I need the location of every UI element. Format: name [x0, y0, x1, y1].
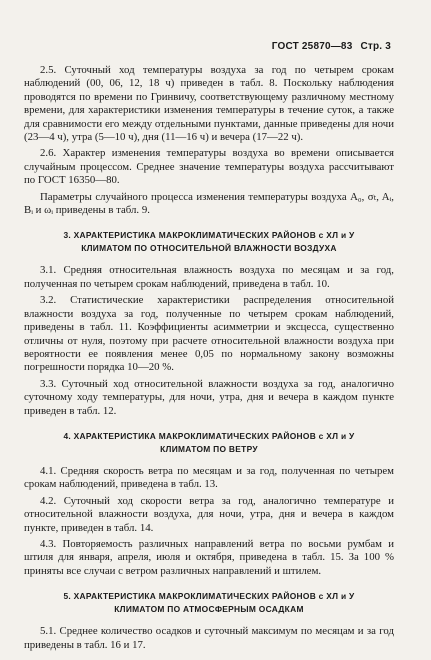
page-header — [267, 41, 391, 52]
standard-number: ГОСТ 25870—83 — [271, 41, 353, 52]
section-5-heading-line1: 5. ХАРАКТЕРИСТИКА МАКРОКЛИМАТИЧЕСКИХ РАЙОНОВ с ХЛ и У — [63, 591, 355, 602]
section-3-heading-line2: КЛИМАТОМ ПО ОТНОСИТЕЛЬНОЙ ВЛАЖНОСТИ ВОЗДУХА — [81, 243, 337, 254]
paragraph-2-5: 2.5. Суточный ход температуры воздуха за год по четырем срокам наблюдений (00, 06, 12, 18 ч) приведен в табл. 8. Поскольку наблюдения проводятся по времени по Гринвичу, соответствующему различному местному времени, для характеристики изменения температуры в течение суток, а также для сравнимости его между отдельными пунктами, данные приведены для ночи (23—4 ч), утра (5—10 ч), дня (11—16 ч) и вечера (17—22 ч). — [24, 64, 394, 144]
paragraph-parameters: Параметры случайного процесса изменения температуры воздуха A₀, σₜ, Aᵢ, Bᵢ и ωᵢ приведены в табл. 9. — [24, 190, 394, 217]
document-body — [24, 64, 394, 655]
paragraph-4-1: 4.1. Средняя скорость ветра по месяцам и за год, полученная по четырем срокам наблюдений, приведена в табл. 13. — [24, 464, 394, 491]
paragraph-5-1: 5.1. Среднее количество осадков и суточный максимум по месяцам и за год приведены в табл. 16 и 17. — [24, 625, 394, 651]
section-4-heading-line2: КЛИМАТОМ ПО ВЕТРУ — [160, 443, 258, 454]
paragraph-4-3: 4.3. Повторяемость различных направлений ветра по восьми румбам и штиля для января, апреля, июля и октября, приведена в табл. 15. За 100 % приняты все случаи с ветром различных направлений и штилем. — [24, 537, 394, 577]
section-5-heading — [24, 590, 394, 616]
section-3-heading-line1: 3. ХАРАКТЕРИСТИКА МАКРОКЛИМАТИЧЕСКИХ РАЙОНОВ с ХЛ и У — [63, 230, 355, 241]
section-4-heading — [24, 430, 394, 456]
paragraph-3-2: 3.2. Статистические характеристики распределения относительной влажности воздуха за год, полученные по четырем срокам наблюдений, приведены в табл. 11. Коэффициенты асимметрии и эксцесса, существенно отличны от нуля, поэтому при расчете относительной влажности воздуха при вероятности ее появления менее 0,05 по нормальному закону возможны погрешности порядка 10—20 %. — [24, 294, 394, 374]
page-number: Стр. 3 — [360, 41, 391, 52]
section-3-heading — [24, 229, 394, 255]
section-5-heading-line2: КЛИМАТОМ ПО АТМОСФЕРНЫМ ОСАДКАМ — [114, 604, 304, 615]
paragraph-3-3: 3.3. Суточный ход относительной влажности воздуха за год, аналогично суточному ходу температуры, для ночи, утра, дня и вечера в каждом пункте приведен в табл. 12. — [24, 377, 394, 417]
paragraph-4-2: 4.2. Суточный ход скорости ветра за год, аналогично температуре и относительной влажности воздуха, для ночи, утра, дня и вечера в каждом пункте, приведен в табл. 14. — [24, 494, 394, 534]
paragraph-3-1: 3.1. Средняя относительная влажность воздуха по месяцам и за год, полученная по четырем срокам наблюдений, приведена в табл. 10. — [24, 264, 394, 290]
section-4-heading-line1: 4. ХАРАКТЕРИСТИКА МАКРОКЛИМАТИЧЕСКИХ РАЙОНОВ с ХЛ и У — [63, 430, 355, 441]
paragraph-2-6: 2.6. Характер изменения температуры воздуха во времени описывается случайным процессом. Среднее значение температуры воздуха рассчитывают по ГОСТ 16350—80. — [24, 147, 394, 187]
